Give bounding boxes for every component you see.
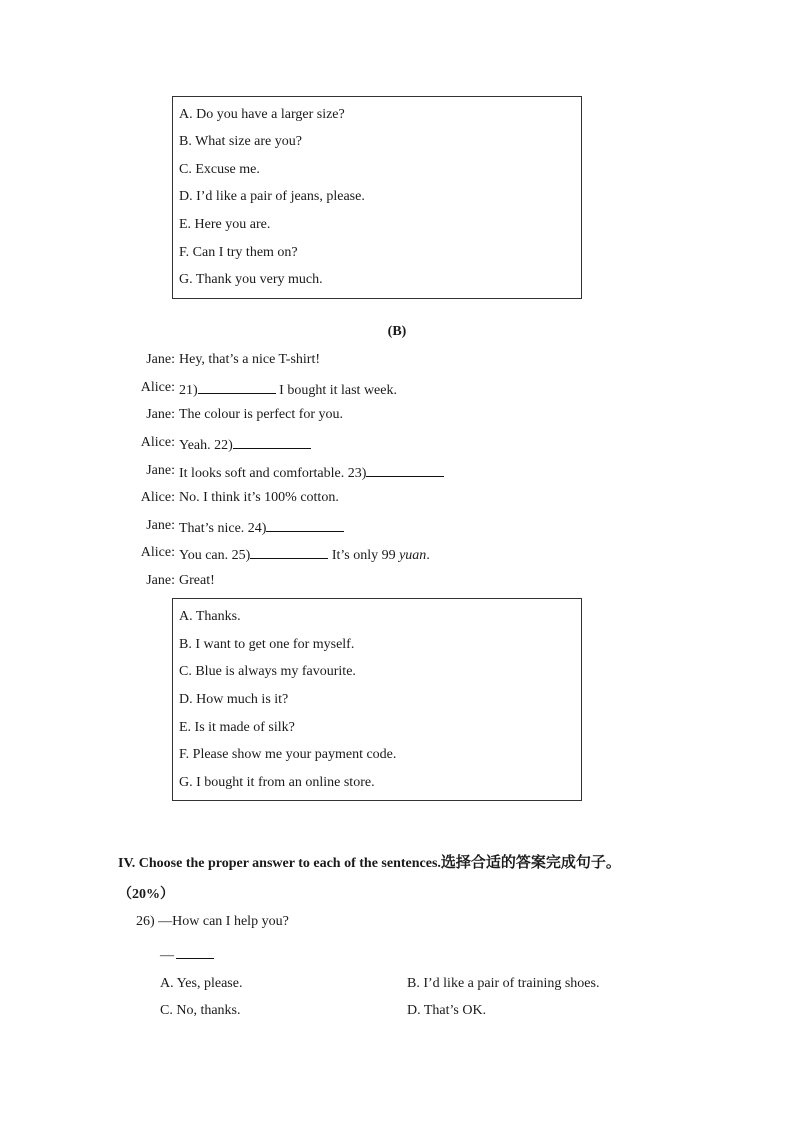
options-box-a — [172, 96, 582, 299]
option-a: A. Do you have a larger size? — [179, 107, 345, 122]
choice-d: D. That’s OK. — [407, 1003, 487, 1018]
option-c: C. Excuse me. — [179, 162, 260, 177]
option-f: F. Please show me your payment code. — [179, 747, 397, 762]
answer-dash: — — [160, 948, 174, 963]
answer-blank — [176, 946, 214, 959]
dialogue-text — [179, 545, 430, 564]
choice-c: C. No, thanks. — [160, 1003, 241, 1018]
option-e: E. Is it made of silk? — [179, 720, 295, 735]
dialogue-text-before: Great! — [179, 573, 215, 588]
dialogue-text-after: It’s only 99 — [328, 548, 400, 563]
choice-b: B. I’d like a pair of training shoes. — [407, 976, 600, 991]
section-iv-title — [118, 851, 621, 872]
option-b: B. I want to get one for myself. — [179, 637, 355, 652]
option-a: A. Thanks. — [179, 609, 241, 624]
dialogue-text-before: You can. 25) — [179, 548, 251, 563]
dialogue-text — [179, 380, 397, 399]
question-26: 26) —How can I help you? — [136, 914, 289, 929]
speaker-label: Jane: — [146, 352, 175, 367]
answer-blank — [198, 380, 276, 394]
dialogue-text-before: It looks soft and comfortable. 23) — [179, 466, 367, 481]
answer-blank — [266, 518, 344, 532]
section-iv-percent: （20%） — [118, 887, 174, 902]
speaker-label: Alice: — [140, 490, 175, 505]
options-box-b — [172, 598, 582, 801]
choice-a: A. Yes, please. — [160, 976, 243, 991]
dialogue-text — [179, 352, 320, 368]
section-iv-title-zh: 选择合适的答案完成句子。 — [440, 853, 621, 871]
dialogue-text-before: Hey, that’s a nice T-shirt! — [179, 352, 321, 367]
option-g: G. I bought it from an online store. — [179, 775, 375, 790]
dialogue-text-before: No. I think it’s 100% cotton. — [179, 490, 339, 505]
option-d: D. How much is it? — [179, 692, 289, 707]
dialogue-text-before: Yeah. 22) — [179, 438, 233, 453]
dialogue-text — [179, 518, 344, 537]
dialogue-text-before: That’s nice. 24) — [179, 521, 267, 536]
dialogue-text — [179, 435, 311, 454]
option-d: D. I’d like a pair of jeans, please. — [179, 189, 365, 204]
option-g: G. Thank you very much. — [179, 272, 323, 287]
section-b-heading: (B) — [387, 324, 407, 339]
speaker-label: Jane: — [146, 518, 175, 533]
dialogue-text — [179, 573, 215, 589]
dialogue-text-after: I bought it last week. — [275, 383, 397, 398]
answer-blank — [250, 545, 328, 559]
answer-line — [160, 946, 214, 964]
option-f: F. Can I try them on? — [179, 245, 298, 260]
dialogue-text-before: The colour is perfect for you. — [179, 407, 344, 422]
speaker-label: Jane: — [146, 463, 175, 478]
dialogue-text-end: . — [426, 548, 430, 563]
speaker-label: Alice: — [140, 545, 175, 560]
option-b: B. What size are you? — [179, 134, 302, 149]
dialogue-text — [179, 463, 444, 482]
answer-blank — [366, 463, 444, 477]
speaker-label: Alice: — [140, 435, 175, 450]
section-iv-title-en: IV. Choose the proper answer to each of the sentences. — [118, 856, 441, 871]
dialogue-text-italic: yuan — [399, 548, 427, 563]
option-c: C. Blue is always my favourite. — [179, 664, 356, 679]
option-e: E. Here you are. — [179, 217, 271, 232]
dialogue-text — [179, 490, 339, 506]
dialogue-text — [179, 407, 343, 423]
speaker-label: Jane: — [146, 573, 175, 588]
answer-blank — [233, 435, 311, 449]
speaker-label: Jane: — [146, 407, 175, 422]
dialogue-text-before: 21) — [179, 383, 198, 398]
speaker-label: Alice: — [140, 380, 175, 395]
